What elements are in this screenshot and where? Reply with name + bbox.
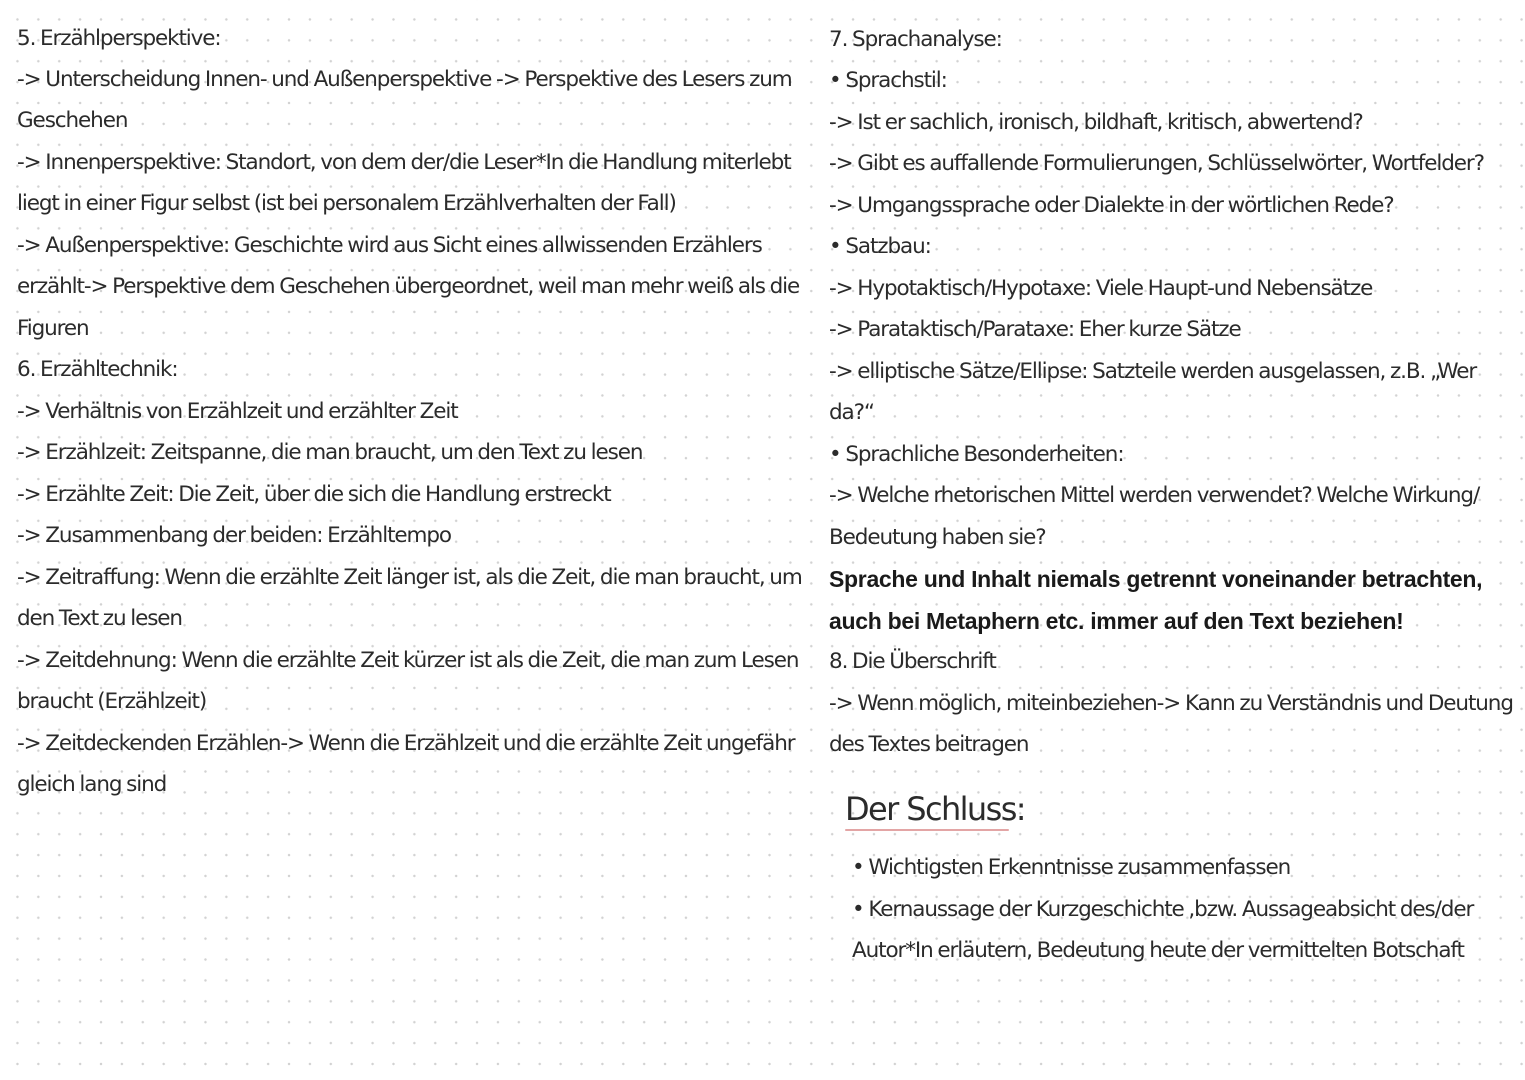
note-line: -> Erzählzeit: Zeitspanne, die man braucht, um den Text zu lesen	[17, 440, 643, 465]
note-line: Geschehen	[17, 108, 128, 133]
note-line: -> Umgangssprache oder Dialekte in der wörtlichen Rede?	[829, 193, 1394, 218]
note-line: -> Unterscheidung Innen- und Außenperspektive -> Perspektive des Lesers zum	[17, 67, 792, 92]
heading-sprachanalyse: 7. Sprachanalyse:	[829, 27, 1002, 52]
schluss-point: • Wichtigsten Erkenntnisse zusammenfassen	[852, 855, 1291, 880]
important-note: auch bei Metaphern etc. immer auf den Text beziehen!	[829, 608, 1404, 634]
note-line: -> Welche rhetorischen Mittel werden verwendet? Welche Wirkung/	[829, 483, 1480, 508]
note-line: -> Gibt es auffallende Formulierungen, Schlüsselwörter, Wortfelder?	[829, 151, 1484, 176]
note-line: -> Hypotaktisch/Hypotaxe: Viele Haupt-und Nebensätze	[829, 276, 1373, 301]
note-line: des Textes beitragen	[829, 732, 1029, 757]
note-line: Bedeutung haben sie?	[829, 525, 1046, 550]
note-line: • Sprachstil:	[829, 68, 947, 93]
note-line: -> Verhältnis von Erzählzeit und erzählter Zeit	[17, 399, 458, 424]
note-line: gleich lang sind	[17, 772, 167, 797]
note-line: -> Zeitdeckenden Erzählen-> Wenn die Erzählzeit und die erzählte Zeit ungefähr	[17, 731, 795, 756]
note-line: erzählt-> Perspektive dem Geschehen übergeordnet, weil man mehr weiß als die	[17, 274, 800, 299]
schluss-point: • Kernaussage der Kurzgeschichte ,bzw. Aussageabsicht des/der	[852, 897, 1474, 922]
note-line: -> Zeitdehnung: Wenn die erzählte Zeit kürzer ist als die Zeit, die man zum Lesen	[17, 648, 799, 673]
important-note: Sprache und Inhalt niemals getrennt voneinander betrachten,	[829, 566, 1483, 592]
heading-ueberschrift: 8. Die Überschrift	[829, 649, 996, 674]
note-line: -> Innenperspektive: Standort, von dem der/die Leser*In die Handlung miterlebt	[17, 150, 791, 175]
schluss-point: Autor*In erläutern, Bedeutung heute der vermittelten Botschaft	[852, 938, 1464, 963]
heading-erzaehltechnik: 6. Erzähltechnik:	[17, 357, 178, 382]
section-title-schluss: Der Schluss:	[845, 790, 1025, 828]
note-line: -> Wenn möglich, miteinbeziehen-> Kann zu Verständnis und Deutung	[829, 691, 1513, 716]
note-line: den Text zu lesen	[17, 606, 182, 631]
heading-erzaehlperspektive: 5. Erzählperspektive:	[17, 26, 221, 51]
note-line: Figuren	[17, 316, 89, 341]
note-line: braucht (Erzählzeit)	[17, 689, 207, 714]
note-line: liegt in einer Figur selbst (ist bei personalem Erzählverhalten der Fall)	[17, 191, 676, 216]
note-line: -> elliptische Sätze/Ellipse: Satzteile werden ausgelassen, z.B. „Wer	[829, 359, 1477, 384]
note-line: -> Ist er sachlich, ironisch, bildhaft, kritisch, abwertend?	[829, 110, 1363, 135]
note-line: -> Parataktisch/Parataxe: Eher kurze Sätze	[829, 317, 1241, 342]
note-line: -> Zusammenbang der beiden: Erzähltempo	[17, 523, 451, 548]
note-line: • Satzbau:	[829, 234, 931, 259]
note-line: • Sprachliche Besonderheiten:	[829, 442, 1124, 467]
note-line: da?“	[829, 400, 874, 425]
note-line: -> Zeitraffung: Wenn die erzählte Zeit länger ist, als die Zeit, die man braucht, um	[17, 565, 802, 590]
note-line: -> Erzählte Zeit: Die Zeit, über die sich die Handlung erstreckt	[17, 482, 611, 507]
note-line: -> Außenperspektive: Geschichte wird aus Sicht eines allwissenden Erzählers	[17, 233, 762, 258]
title-underline	[845, 829, 1009, 831]
